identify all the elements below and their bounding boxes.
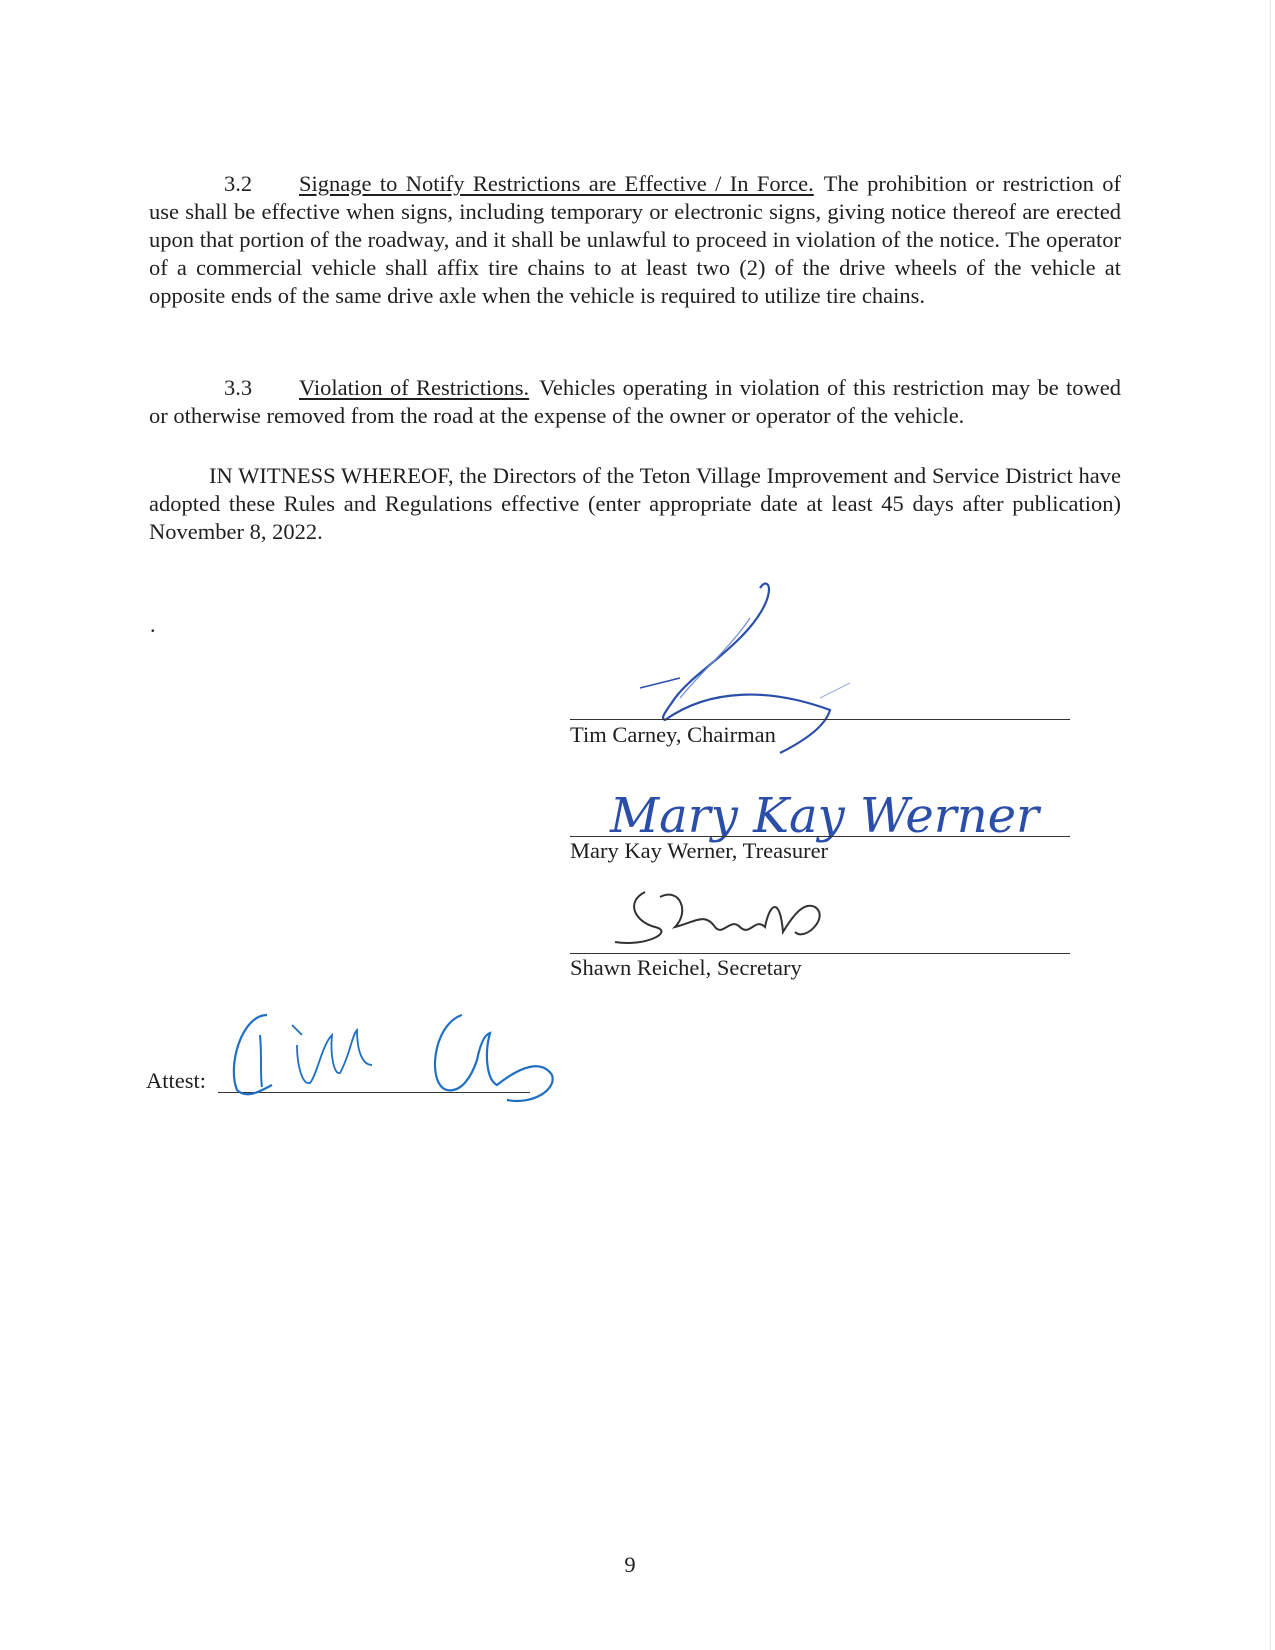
signatory-name: Shawn Reichel, Secretary xyxy=(570,955,802,980)
attest-signature xyxy=(222,1005,582,1110)
section-heading: Signage to Notify Restrictions are Effective / In Force. xyxy=(299,171,814,196)
section-number: 3.2 xyxy=(224,171,253,196)
signature-line xyxy=(570,953,1070,954)
signature-line xyxy=(570,719,1070,720)
section-body: The prohibition or restriction of use shall be effective when signs, including temporary or electronic signs, giving notice thereof are erected upon that portion of the roadway, and it shall be unlawful to proceed in violation of the notice. The operator of a commercial vehicle shall affix tire chains to at least two (2) of the drive wheels of the vehicle at opposite ends of the same drive axle when the vehicle is required to utilize tire chains. xyxy=(149,171,1121,308)
signatory-name: Tim Carney, Chairman xyxy=(570,722,776,747)
witness-paragraph xyxy=(149,462,1121,546)
section-body: Vehicles operating in violation of this restriction may be towed or otherwise removed from the road at the expense of the owner or operator of the vehicle. xyxy=(149,375,1122,428)
section-3-2 xyxy=(149,170,1121,310)
section-heading: Violation of Restrictions. xyxy=(299,375,530,400)
witness-text: IN WITNESS WHEREOF, the Directors of the Teton Village Improvement and Service District have adopted these Rules and Regulations effective (enter appropriate date at least 45 days after publication) November 8, 2022. xyxy=(149,463,1121,544)
page-number: 9 xyxy=(624,1552,636,1577)
secretary-signature xyxy=(605,882,845,954)
signature-line xyxy=(570,836,1070,837)
signatory-name: Mary Kay Werner, Treasurer xyxy=(570,838,829,863)
stray-mark: . xyxy=(150,612,156,637)
scan-edge xyxy=(1270,0,1271,1650)
section-number: 3.3 xyxy=(224,375,253,400)
signature-text: Mary Kay Werner xyxy=(610,788,1039,844)
section-3-3 xyxy=(149,374,1121,430)
attest-label: Attest: xyxy=(146,1068,206,1093)
